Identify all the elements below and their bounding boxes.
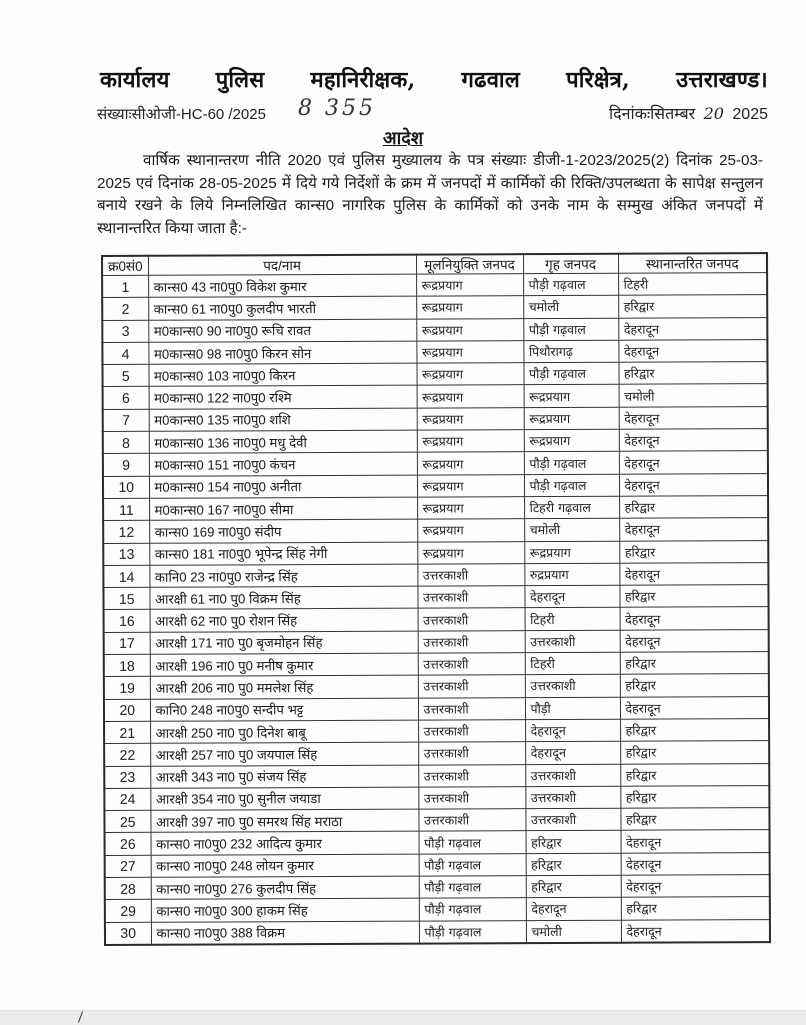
cell-native-district: उत्तरकाशी: [418, 809, 525, 832]
column-header-name: पद/नाम: [148, 255, 416, 276]
table-row: [104, 719, 769, 744]
cell-native-district: रूद्रप्रयाग: [416, 341, 523, 364]
cell-rank-name: आरक्षी 62 ना0 पु0 रोशन सिंह: [150, 609, 418, 632]
office-title-word: कार्यालय: [100, 67, 170, 93]
table-row: [103, 585, 768, 610]
cell-serial: 17: [104, 632, 150, 654]
cell-transfer-district: देहरादून: [620, 629, 769, 652]
cell-transfer-district: देहरादून: [621, 875, 770, 898]
table-row: [104, 808, 769, 833]
table-row: [103, 429, 768, 454]
cell-transfer-district: हरिद्वार: [618, 362, 767, 385]
cell-transfer-district: देहरादून: [619, 429, 768, 452]
table-row: [105, 919, 770, 945]
date-label: दिनांकःसितम्बर: [608, 106, 696, 123]
cell-rank-name: कान्स0 61 ना0पु0 कुलदीप भारती: [148, 296, 416, 319]
column-header-native-district: मूलनियुक्ति जनपद: [416, 254, 523, 274]
transfer-table: [101, 252, 771, 946]
cell-rank-name: आरक्षी 397 ना0 पु0 समरथ सिंह मराठा: [150, 809, 418, 832]
cell-serial: 1: [102, 275, 148, 297]
cell-native-district: उत्तरकाशी: [418, 786, 525, 809]
cell-home-district: रूद्रप्रयाग: [524, 385, 619, 408]
cell-native-district: रूद्रप्रयाग: [417, 541, 524, 564]
cell-serial: 21: [104, 721, 150, 743]
table-row: [103, 562, 768, 587]
cell-transfer-district: देहरादून: [621, 919, 770, 942]
cell-native-district: रूद्रप्रयाग: [416, 296, 523, 319]
cell-native-district: पौड़ी गढ़वाल: [419, 876, 526, 899]
column-header-transfer-district: स्थानान्तरित जनपद: [618, 253, 767, 273]
office-title-word: उत्तराखण्ड।: [676, 67, 768, 93]
cell-transfer-district: हरिद्वार: [620, 719, 769, 742]
cell-serial: 18: [104, 654, 150, 676]
cell-transfer-district: हरिद्वार: [618, 295, 767, 318]
cell-native-district: पौड़ी गढ़वाल: [419, 898, 526, 921]
office-title: [100, 64, 768, 94]
cell-home-district: उत्तरकाशी: [525, 786, 620, 809]
cell-serial: 14: [103, 565, 149, 587]
cell-rank-name: कान्स0 181 ना0पु0 भूपेन्द्र सिंह नेगी: [149, 542, 417, 565]
cell-transfer-district: हरिद्वार: [620, 652, 769, 675]
table-row: [104, 629, 769, 654]
table-row: [104, 763, 769, 788]
cell-transfer-district: हरिद्वार: [621, 897, 770, 920]
table-row: [102, 273, 767, 298]
table-row: [102, 317, 767, 342]
cell-native-district: रूद्रप्रयाग: [417, 430, 524, 453]
cell-transfer-district: देहरादून: [619, 562, 768, 585]
table-row: [103, 384, 768, 409]
cell-transfer-district: देहरादून: [620, 696, 769, 719]
cell-transfer-district: हरिद्वार: [620, 763, 769, 786]
cell-serial: 10: [103, 476, 149, 498]
cell-native-district: पौड़ी गढ़वाल: [419, 920, 526, 943]
cell-transfer-district: देहरादून: [618, 317, 767, 340]
cell-serial: 9: [103, 454, 149, 476]
cell-serial: 16: [104, 610, 150, 632]
cell-rank-name: म0कान्स0 90 ना0पु0 रूचि रावत: [148, 319, 416, 342]
office-title-word: गढवाल: [461, 67, 520, 93]
cell-native-district: पौड़ी गढ़वाल: [419, 853, 526, 876]
cell-transfer-district: टिहरी: [618, 273, 767, 296]
table-row: [105, 852, 770, 877]
cell-native-district: उत्तरकाशी: [417, 586, 524, 609]
cell-serial: 5: [102, 364, 148, 386]
cell-transfer-district: हरिद्वार: [619, 496, 768, 519]
cell-home-district: चमोली: [523, 296, 618, 319]
cell-serial: 8: [103, 431, 149, 453]
cell-native-district: उत्तरकाशी: [418, 675, 525, 698]
table-row: [104, 741, 769, 766]
cell-transfer-district: हरिद्वार: [619, 540, 768, 563]
cell-rank-name: कान्स0 ना0पु0 276 कुलदीप सिंह: [151, 876, 419, 899]
table-row: [102, 339, 767, 364]
cell-transfer-district: हरिद्वार: [620, 785, 769, 808]
cell-serial: 3: [102, 320, 148, 342]
cell-rank-name: म0कान्स0 122 ना0पु0 रश्मि: [149, 386, 417, 409]
cell-home-district: चमोली: [524, 519, 619, 542]
cell-native-district: उत्तरकाशी: [417, 564, 524, 587]
cell-serial: 25: [104, 810, 150, 832]
cell-rank-name: कान्स0 169 ना0पु0 संदीप: [149, 519, 417, 542]
cell-rank-name: म0कान्स0 103 ना0पु0 किरन: [148, 363, 416, 386]
cell-home-district: रूद्रप्रयाग: [524, 541, 619, 564]
cell-home-district: चमोली: [526, 920, 621, 943]
cell-home-district: देहरादून: [524, 585, 619, 608]
table-row: [103, 496, 768, 521]
cell-serial: 28: [105, 877, 151, 899]
cell-serial: 22: [104, 744, 150, 766]
cell-home-district: देहरादून: [525, 741, 620, 764]
table-row: [105, 830, 770, 855]
cell-rank-name: म0कान्स0 98 ना0पु0 किरन सोन: [148, 341, 416, 364]
cell-home-district: हरिद्वार: [526, 875, 621, 898]
cell-home-district: देहरादून: [526, 898, 621, 921]
cell-home-district: पिथौरागढ़: [523, 340, 618, 363]
cell-serial: 19: [104, 677, 150, 699]
cell-rank-name: आरक्षी 250 ना0 पु0 दिनेश बाबू: [150, 720, 418, 743]
cell-home-district: टिहरी: [525, 652, 620, 675]
cell-transfer-district: चमोली: [619, 384, 768, 407]
order-heading: [0, 126, 806, 150]
cell-serial: 23: [104, 766, 150, 788]
cell-transfer-district: हरिद्वार: [619, 585, 768, 608]
cell-transfer-district: देहरादून: [621, 830, 770, 853]
cell-home-district: पौड़ी: [525, 697, 620, 720]
cell-rank-name: कानि0 248 ना0पु0 सन्दीप भट्ट: [150, 698, 418, 721]
date-year: 2025: [732, 106, 768, 123]
cell-rank-name: आरक्षी 206 ना0 पु0 ममलेश सिंह: [150, 675, 418, 698]
cell-native-district: उत्तरकाशी: [418, 764, 525, 787]
cell-rank-name: आरक्षी 196 ना0 पु0 मनीष कुमार: [150, 653, 418, 676]
cell-home-district: पौड़ी गढ़वाल: [523, 318, 618, 341]
cell-home-district: टिहरी गढ़वाल: [524, 496, 619, 519]
cell-transfer-district: देहरादून: [619, 473, 768, 496]
column-header-home-district: गृह जनपद: [523, 254, 618, 274]
cell-native-district: उत्तरकाशी: [418, 697, 525, 720]
cell-rank-name: कानि0 23 ना0पु0 राजेन्द्र सिंह: [149, 564, 417, 587]
cell-serial: 30: [105, 922, 151, 945]
cell-home-district: रूद्रप्रयाग: [524, 407, 619, 430]
cell-home-district: उत्तरकाशी: [525, 764, 620, 787]
order-date: [609, 102, 768, 124]
cell-home-district: हरिद्वार: [526, 853, 621, 876]
cell-serial: 27: [105, 855, 151, 877]
table-row: [104, 674, 769, 699]
cell-native-district: रूद्रप्रयाग: [417, 452, 524, 475]
cell-serial: 11: [103, 498, 149, 520]
cell-native-district: उत्तरकाशी: [418, 630, 525, 653]
cell-native-district: रूद्रप्रयाग: [416, 363, 523, 386]
cell-serial: 2: [102, 298, 148, 320]
cell-serial: 29: [105, 900, 151, 922]
reference-number: संख्याःसीओजी-HC-60 /2025: [97, 106, 266, 123]
cell-transfer-district: देहरादून: [618, 339, 767, 362]
cell-rank-name: कान्स0 ना0पु0 388 विक्रम: [151, 921, 419, 945]
cell-home-district: रुद्रप्रयाग: [524, 563, 619, 586]
cell-rank-name: म0कान्स0 136 ना0पु0 मधु देवी: [149, 430, 417, 453]
cell-transfer-district: देहरादून: [619, 451, 768, 474]
cell-serial: 6: [103, 387, 149, 409]
table-body: [102, 273, 770, 945]
cell-home-district: पौड़ी गढ़वाल: [523, 362, 618, 385]
cell-transfer-district: देहरादून: [621, 852, 770, 875]
cell-native-district: उत्तरकाशी: [418, 742, 525, 765]
cell-transfer-district: देहरादून: [620, 607, 769, 630]
cell-native-district: रूद्रप्रयाग: [416, 274, 523, 297]
cell-home-district: टिहरी: [525, 608, 620, 631]
cell-home-district: उत्तरकाशी: [525, 675, 620, 698]
cell-native-district: रूद्रप्रयाग: [417, 385, 524, 408]
cell-serial: 26: [105, 833, 151, 855]
cell-transfer-district: देहरादून: [619, 518, 768, 541]
cell-home-district: उत्तरकाशी: [525, 808, 620, 831]
cell-rank-name: म0कान्स0 151 ना0पु0 कंचन: [149, 452, 417, 475]
bottom-edge-strip: [0, 1010, 806, 1025]
cell-serial: 15: [103, 587, 149, 609]
cell-serial: 12: [103, 521, 149, 543]
cell-serial: 20: [104, 699, 150, 721]
cell-rank-name: आरक्षी 61 ना0 पु0 विक्रम सिंह: [149, 586, 417, 609]
cell-transfer-district: हरिद्वार: [620, 808, 769, 831]
table-row: [103, 473, 768, 498]
table-row: [103, 406, 768, 431]
order-heading-text: आदेश: [382, 128, 424, 149]
office-title-word: महानिरीक्षक,: [310, 67, 416, 93]
handwritten-dispatch-number: 8 355: [298, 96, 376, 121]
date-handwritten-day: 20: [703, 104, 724, 123]
cell-rank-name: आरक्षी 257 ना0 पु0 जयपाल सिंह: [150, 742, 418, 765]
cell-home-district: पौड़ी गढ़वाल: [524, 452, 619, 475]
cell-home-district: हरिद्वार: [526, 831, 621, 854]
cell-rank-name: आरक्षी 343 ना0 पु0 संजय सिंह: [150, 765, 418, 788]
table-row: [103, 451, 768, 476]
table-row: [104, 785, 769, 810]
table-row: [103, 540, 768, 565]
order-body-paragraph: वार्षिक स्थानान्तरण नीति 2020 एवं पुलिस मुख्यालय के पत्र संख्याः डीजी-1-2023/2025(2) दिनांक 25-03-2025 एवं दिनांक 28-05-2025 में दिये गये निर्देशों के क्रम में जनपदों में कार्मिकों की रिक्ति/उपलब्धता के सापेक्ष सन्तुलन बनाये रखने के लिये निम्नलिखित कान्स0 नागरिक पुलिस के कार्मिकों को उनके नाम के सम्मुख अंकित जनपदों में स्थानान्तरित किया जाता है:-: [97, 152, 763, 237]
cell-native-district: रूद्रप्रयाग: [417, 519, 524, 542]
cell-rank-name: कान्स0 43 ना0पु0 विकेश कुमार: [148, 274, 416, 297]
column-header-serial: क्र0सं0: [102, 256, 148, 276]
cell-serial: 4: [102, 342, 148, 364]
table-row: [105, 875, 770, 900]
cell-rank-name: कान्स0 ना0पु0 232 आदित्य कुमार: [151, 832, 419, 855]
cell-rank-name: म0कान्स0 154 ना0पु0 अनीता: [149, 475, 417, 498]
table-row: [102, 362, 767, 387]
cell-home-district: देहरादून: [525, 719, 620, 742]
cell-native-district: पौड़ी गढ़वाल: [419, 831, 526, 854]
office-title-word: परिक्षेत्र,: [566, 67, 630, 93]
table-row: [105, 897, 770, 922]
cell-native-district: उत्तरकाशी: [418, 653, 525, 676]
cell-serial: 13: [103, 543, 149, 565]
cell-rank-name: आरक्षी 171 ना0 पु0 बृजमोहन सिंह: [150, 631, 418, 654]
cell-native-district: उत्तरकाशी: [418, 608, 525, 631]
cell-home-district: पौड़ी गढ़वाल: [523, 273, 618, 296]
cell-serial: 24: [104, 788, 150, 810]
table-row: [104, 607, 769, 632]
table-header-row: [102, 253, 767, 275]
table-row: [104, 696, 769, 721]
cell-serial: 7: [103, 409, 149, 431]
cell-home-district: पौड़ी गढ़वाल: [524, 474, 619, 497]
cell-rank-name: आरक्षी 354 ना0 पु0 सुनील जयाडा: [150, 787, 418, 810]
cell-rank-name: म0कान्स0 167 ना0पु0 सीमा: [149, 497, 417, 520]
table-row: [102, 295, 767, 320]
cell-native-district: रूद्रप्रयाग: [417, 497, 524, 520]
table-row: [103, 518, 768, 543]
cell-rank-name: कान्स0 ना0पु0 300 हाकम सिंह: [151, 898, 419, 921]
cell-home-district: उत्तरकाशी: [525, 630, 620, 653]
cell-transfer-district: हरिद्वार: [620, 674, 769, 697]
table-row: [104, 652, 769, 677]
cell-transfer-district: देहरादून: [619, 406, 768, 429]
cell-home-district: रूद्रप्रयाग: [524, 429, 619, 452]
cell-transfer-district: हरिद्वार: [620, 741, 769, 764]
cell-native-district: उत्तरकाशी: [418, 720, 525, 743]
cell-rank-name: कान्स0 ना0पु0 248 लोयन कुमार: [151, 854, 419, 877]
cell-native-district: रूद्रप्रयाग: [417, 474, 524, 497]
cell-native-district: रूद्रप्रयाग: [417, 407, 524, 430]
office-title-word: पुलिस: [215, 67, 265, 93]
cell-rank-name: म0कान्स0 135 ना0पु0 शशि: [149, 408, 417, 431]
cell-native-district: रूद्रप्रयाग: [416, 318, 523, 341]
